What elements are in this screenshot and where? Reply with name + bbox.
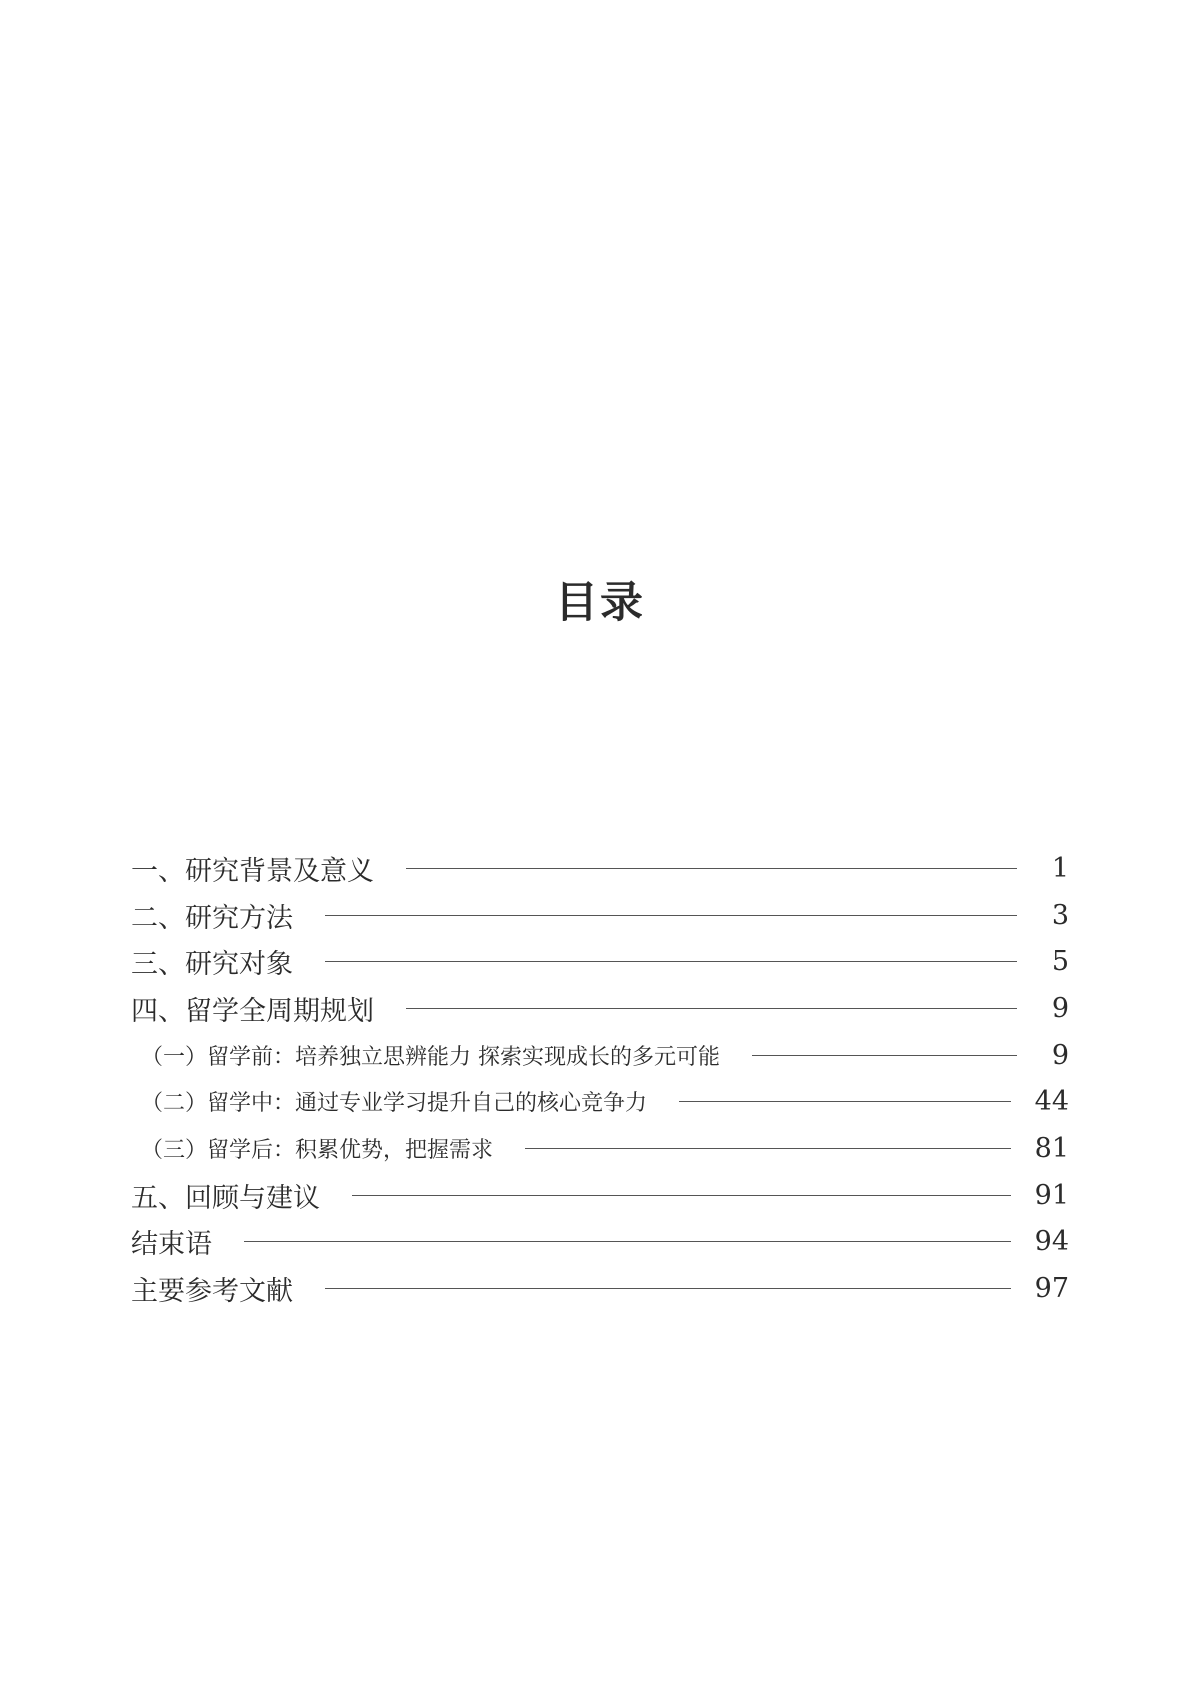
toc-leader-line (525, 1148, 1011, 1149)
toc-entry-label: 结束语 (131, 1229, 212, 1261)
toc-entry[interactable] (131, 1219, 1069, 1266)
toc-leader-line (325, 961, 1017, 962)
toc-subentry[interactable] (131, 1032, 1069, 1079)
toc-leader-line (752, 1055, 1017, 1056)
toc-page-number: 97 (1034, 1273, 1069, 1305)
toc-leader-line (244, 1241, 1011, 1242)
toc-page-number: 9 (1051, 992, 1069, 1024)
toc-entry-label: 三、研究对象 (131, 949, 293, 981)
toc-entry-label: （一）留学前：培养独立思辨能力 探索实现成长的多元可能 (141, 1044, 720, 1070)
toc-entry-label: （二）留学中：通过专业学习提升自己的核心竞争力 (141, 1091, 648, 1117)
toc-entry-label: （三）留学后：积累优势，把握需求 (141, 1137, 494, 1163)
toc-page-number: 81 (1034, 1132, 1069, 1164)
toc-entry-label: 二、研究方法 (131, 902, 293, 934)
toc-leader-line (325, 915, 1017, 916)
toc-subentry[interactable] (131, 1078, 1069, 1125)
toc-entry-label: 五、回顾与建议 (131, 1182, 320, 1214)
toc-page-number: 91 (1034, 1179, 1069, 1211)
toc-page-number: 5 (1051, 946, 1069, 978)
toc-entry-label: 一、研究背景及意义 (131, 855, 374, 887)
toc-page-number: 44 (1034, 1086, 1069, 1118)
toc-page-number: 94 (1034, 1226, 1069, 1258)
toc-entry[interactable] (131, 892, 1069, 939)
toc-leader-line (406, 1008, 1017, 1009)
toc-page-number: 1 (1051, 852, 1069, 884)
page-title: 目录 (555, 578, 645, 628)
toc-entry-label: 四、留学全周期规划 (131, 995, 374, 1027)
toc-entry[interactable] (131, 1265, 1069, 1312)
toc-subentry[interactable] (131, 1125, 1069, 1172)
toc-page-number: 3 (1051, 899, 1069, 931)
toc-entry[interactable] (131, 938, 1069, 985)
toc-leader-line (679, 1101, 1011, 1102)
toc-leader-line (325, 1288, 1011, 1289)
toc-page-number: 9 (1051, 1039, 1069, 1071)
toc-leader-line (352, 1195, 1011, 1196)
table-of-contents (131, 845, 1069, 1312)
toc-entry[interactable] (131, 985, 1069, 1032)
toc-entry-label: 主要参考文献 (131, 1276, 293, 1308)
toc-entry[interactable] (131, 1172, 1069, 1219)
toc-entry[interactable] (131, 845, 1069, 892)
toc-leader-line (406, 868, 1017, 869)
